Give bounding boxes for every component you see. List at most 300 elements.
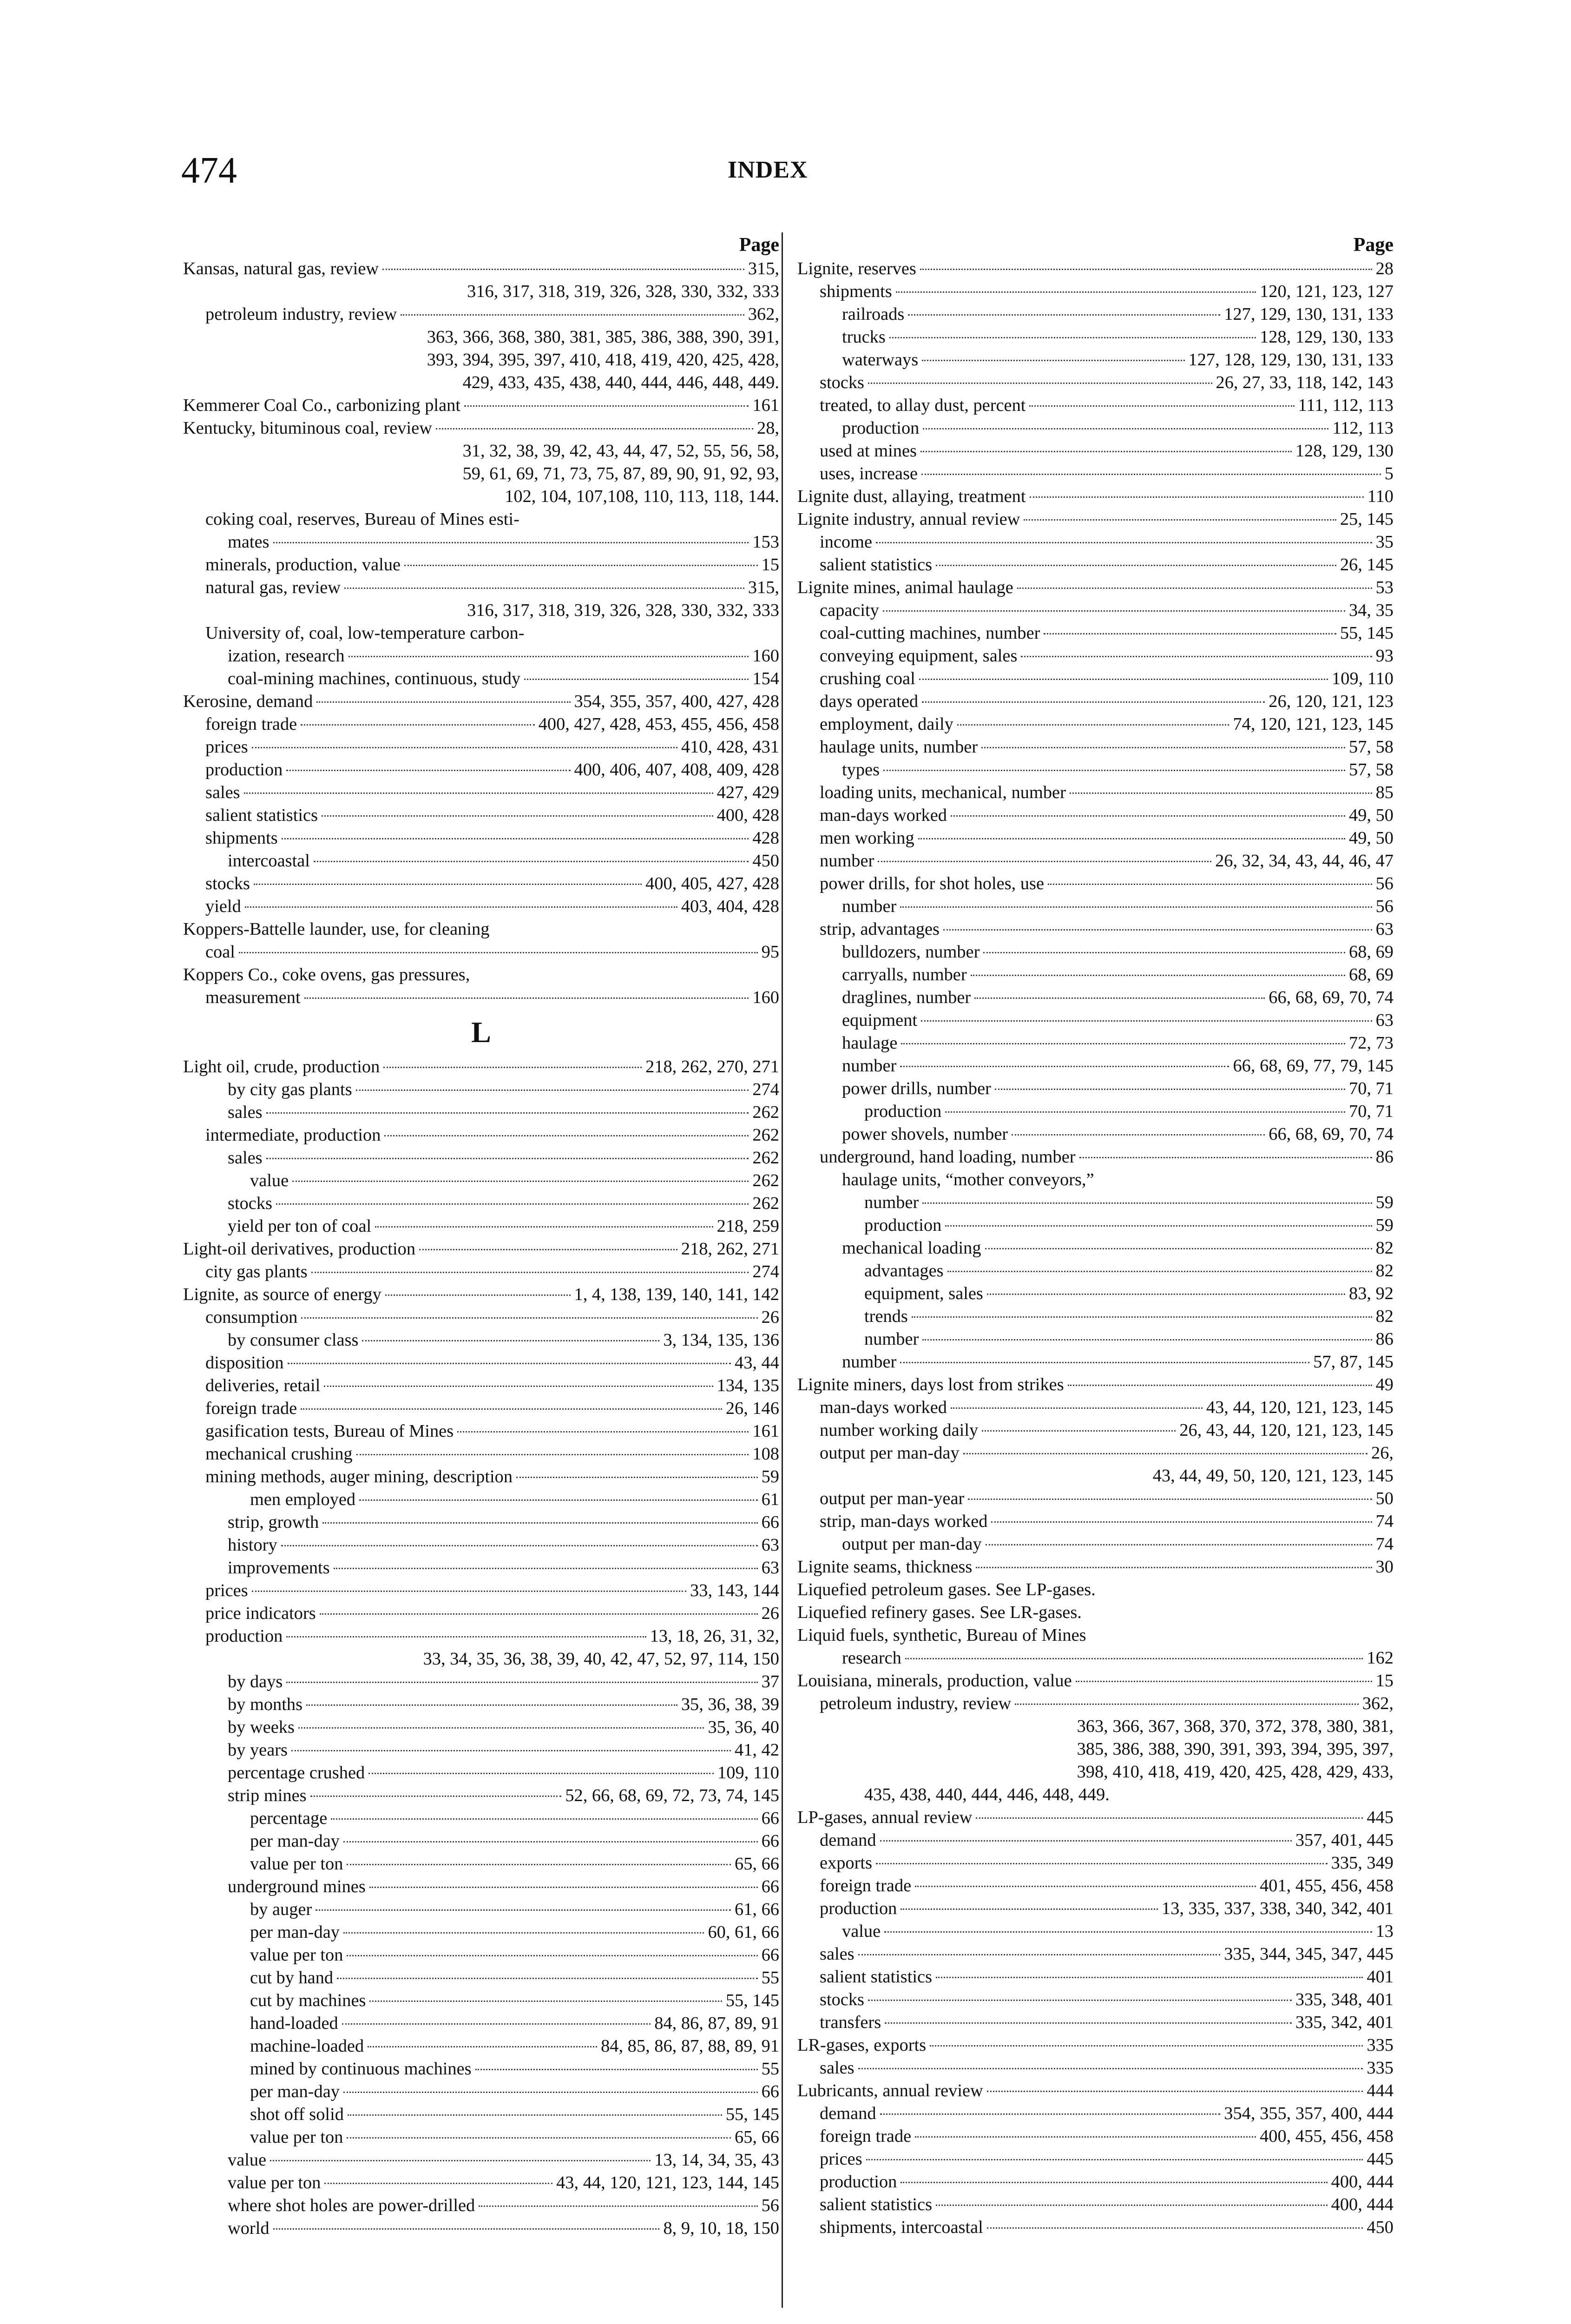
dot-leader xyxy=(266,1112,749,1114)
index-entry xyxy=(797,1282,1394,1305)
index-entry-label: number xyxy=(842,1056,897,1076)
index-entry xyxy=(183,827,779,850)
dot-leader xyxy=(922,360,1184,361)
index-entry xyxy=(183,554,779,576)
index-entry-label: sales xyxy=(820,1944,855,1964)
index-entry-label: strip, man-days worked xyxy=(820,1512,988,1531)
index-entry-pages: 66 xyxy=(761,1831,779,1851)
index-entry-pages: 120, 121, 123, 127 xyxy=(1260,282,1394,301)
index-entry-label: where shot holes are power-drilled xyxy=(228,2196,475,2215)
dot-leader xyxy=(276,1203,749,1205)
index-entry-pages: 84, 85, 86, 87, 88, 89, 91 xyxy=(601,2036,779,2056)
index-entry-pages: 52, 66, 68, 69, 72, 73, 74, 145 xyxy=(565,1786,779,1805)
dot-leader xyxy=(922,1202,1372,1204)
dot-leader xyxy=(347,1864,731,1865)
index-entry-label: measurement xyxy=(205,988,301,1007)
dot-leader xyxy=(922,701,1265,703)
index-entry-pages: 161 xyxy=(752,396,779,415)
index-entry xyxy=(183,1739,779,1762)
dot-leader xyxy=(291,1750,731,1751)
index-entry-pages: 60, 61, 66 xyxy=(708,1922,779,1942)
index-entry-pages: 450 xyxy=(752,851,779,871)
index-entry-label: Kemmerer Coal Co., carbonizing plant xyxy=(183,396,461,415)
dot-leader xyxy=(930,2045,1363,2047)
index-entry-pages: 134, 135 xyxy=(716,1376,779,1395)
dot-leader xyxy=(921,1020,1372,1022)
index-entry-label: natural gas, review xyxy=(205,578,341,597)
dot-leader xyxy=(286,770,570,771)
index-entry-label: mined by continuous machines xyxy=(250,2059,472,2079)
dot-leader xyxy=(384,1135,749,1136)
index-entry xyxy=(183,1602,779,1625)
index-entry-label: stocks xyxy=(228,1194,272,1213)
index-entry-label: hand-loaded xyxy=(250,2014,338,2033)
index-entry-pages: 109, 110 xyxy=(717,1763,779,1783)
dot-leader xyxy=(868,2000,1292,2001)
index-entry-pages: 63 xyxy=(1375,1010,1394,1030)
dot-leader xyxy=(923,428,1328,429)
dot-leader xyxy=(310,1796,562,1797)
column-divider xyxy=(782,232,783,2308)
index-entry-label: haulage units, “mother conveyors,” xyxy=(842,1170,1094,1189)
index-entry-label: value per ton xyxy=(228,2173,321,2192)
dot-leader xyxy=(986,1544,1372,1545)
index-continuation: 31, 32, 38, 39, 42, 43, 44, 47, 52, 55, 56, 58, xyxy=(462,441,779,461)
index-entry xyxy=(183,1147,779,1169)
index-entry xyxy=(183,2172,779,2194)
index-entry xyxy=(797,417,1394,440)
index-entry xyxy=(183,2194,779,2217)
section-letter: L xyxy=(471,1016,491,1049)
index-entry-pages: 26, 27, 33, 118, 142, 143 xyxy=(1216,373,1394,392)
index-entry xyxy=(797,1328,1394,1351)
index-entry xyxy=(797,2193,1394,2216)
index-continuation: 363, 366, 368, 380, 381, 385, 386, 388, 390, 391, xyxy=(427,327,779,347)
index-entry-label: prices xyxy=(205,737,248,757)
dot-leader xyxy=(858,1954,1221,1955)
index-entry-pages: 445 xyxy=(1367,2149,1394,2169)
index-entry xyxy=(183,1853,779,1875)
index-entry xyxy=(183,645,779,667)
index-entry-label: number xyxy=(864,1329,919,1349)
index-entry-label: carryalls, number xyxy=(842,965,967,984)
index-entry-pages: 400, 427, 428, 453, 455, 456, 458 xyxy=(538,714,779,734)
dot-leader xyxy=(292,1181,749,1182)
dot-leader xyxy=(356,1454,749,1455)
dot-leader xyxy=(479,2205,757,2207)
index-entry-label: by days xyxy=(228,1672,283,1691)
index-entry-pages: 57, 58 xyxy=(1349,760,1394,779)
index-entry xyxy=(183,1056,779,1078)
index-entry-label: mechanical loading xyxy=(842,1238,981,1258)
index-entry-pages: 70, 71 xyxy=(1349,1079,1394,1098)
index-entry-pages: 61 xyxy=(761,1490,779,1509)
index-entry xyxy=(797,1237,1394,1260)
index-entry-pages: 66, 68, 69, 70, 74 xyxy=(1269,988,1394,1007)
dot-leader xyxy=(334,1568,758,1569)
index-entry xyxy=(797,303,1394,326)
page-column-label: Page xyxy=(739,234,779,256)
dot-leader xyxy=(368,1773,714,1774)
running-head: INDEX xyxy=(728,157,808,183)
index-entry xyxy=(183,1420,779,1443)
index-entry-label: trends xyxy=(864,1307,908,1326)
index-entry xyxy=(797,599,1394,622)
index-entry-pages: 354, 355, 357, 400, 444 xyxy=(1224,2104,1394,2123)
dot-leader xyxy=(908,314,1220,316)
dot-leader xyxy=(968,1499,1372,1500)
index-entry-label: by weeks xyxy=(228,1717,295,1737)
index-entry xyxy=(797,667,1394,690)
dot-leader xyxy=(301,1317,757,1319)
index-entry-pages: 357, 401, 445 xyxy=(1295,1830,1394,1850)
index-continuation: 43, 44, 49, 50, 120, 121, 123, 145 xyxy=(1152,1466,1394,1486)
index-entry-pages: 72, 73 xyxy=(1349,1033,1394,1053)
dot-leader xyxy=(991,1521,1372,1523)
index-entry-label: transfers xyxy=(820,2013,881,2032)
index-entry-pages: 274 xyxy=(752,1080,779,1099)
index-entry-pages: 128, 129, 130, 133 xyxy=(1260,327,1394,347)
index-entry-pages: 1, 4, 138, 139, 140, 141, 142 xyxy=(574,1285,779,1304)
dot-leader xyxy=(419,1249,677,1250)
index-entry-pages: 160 xyxy=(752,646,779,666)
index-entry-pages: 400, 405, 427, 428 xyxy=(645,874,779,893)
index-entry-label: underground, hand loading, number xyxy=(820,1147,1076,1167)
dot-leader xyxy=(369,1887,758,1888)
index-entry-label: Kansas, natural gas, review xyxy=(183,259,379,278)
index-entry xyxy=(183,759,779,781)
index-entry-label: sales xyxy=(228,1148,263,1168)
index-entry-pages: 262 xyxy=(752,1148,779,1168)
index-entry xyxy=(797,964,1394,986)
index-entry-pages: 400, 444 xyxy=(1331,2172,1394,2192)
index-entry-pages: 218, 262, 270, 271 xyxy=(645,1057,779,1076)
index-entry xyxy=(797,1670,1394,1692)
index-entry-label: shipments xyxy=(205,828,278,848)
index-entry xyxy=(183,895,779,918)
index-entry xyxy=(797,2125,1394,2148)
index-entry-label: conveying equipment, sales xyxy=(820,646,1018,666)
index-entry-pages: 410, 428, 431 xyxy=(681,737,779,757)
index-entry-label: draglines, number xyxy=(842,988,971,1007)
index-entry-label: by city gas plants xyxy=(228,1080,352,1099)
index-entry-label: foreign trade xyxy=(820,1876,912,1895)
index-entry-label: stocks xyxy=(820,373,864,392)
index-entry-text xyxy=(797,1601,1394,1624)
index-entry-label: equipment xyxy=(842,1010,918,1030)
dot-leader xyxy=(457,1431,749,1433)
index-entry xyxy=(797,2148,1394,2171)
dot-leader xyxy=(945,1225,1372,1227)
index-entry xyxy=(797,986,1394,1009)
index-entry-pages: 112, 113 xyxy=(1332,418,1394,438)
index-entry-pages: 53 xyxy=(1375,578,1394,597)
index-entry-pages: 401 xyxy=(1367,1967,1394,1987)
index-entry-pages: 28 xyxy=(1375,259,1394,278)
index-entry xyxy=(183,1329,779,1352)
index-entry-label: Koppers-Battelle launder, use, for cleaning xyxy=(183,919,490,939)
dot-leader xyxy=(252,1591,686,1592)
index-entry-label: output per man-year xyxy=(820,1489,965,1508)
dot-leader xyxy=(1021,656,1372,657)
index-entry-label: Light oil, crude, production xyxy=(183,1057,380,1076)
index-entry-label: trucks xyxy=(842,327,886,347)
index-entry xyxy=(797,1852,1394,1875)
index-entry-label: Lignite seams, thickness xyxy=(797,1557,973,1577)
index-entry-pages: 37 xyxy=(761,1672,779,1691)
index-entry xyxy=(183,1169,779,1192)
dot-leader xyxy=(516,1477,758,1478)
index-entry-label: output per man-day xyxy=(842,1534,982,1554)
index-entry xyxy=(797,1419,1394,1442)
index-entry xyxy=(797,1988,1394,2011)
index-entry-label: production xyxy=(205,760,283,779)
dot-leader xyxy=(858,2068,1363,2069)
index-entry-text xyxy=(183,622,779,645)
index-entry xyxy=(183,531,779,554)
dot-leader xyxy=(314,861,749,862)
page-column-label: Page xyxy=(1353,234,1394,256)
index-entry-label: Kerosine, demand xyxy=(183,692,313,711)
index-entry-label: Koppers Co., coke ovens, gas pressures, xyxy=(183,965,470,984)
index-entry xyxy=(797,2080,1394,2102)
index-entry-label: Lignite, as source of energy xyxy=(183,1285,381,1304)
index-entry-label: strip, advantages xyxy=(820,919,940,939)
index-entry xyxy=(797,508,1394,531)
index-entry xyxy=(183,1716,779,1739)
dot-leader xyxy=(383,1067,642,1068)
index-entry xyxy=(797,759,1394,781)
index-entry-pages: 400, 406, 407, 408, 409, 428 xyxy=(574,760,779,779)
index-entry-pages: 66 xyxy=(761,1512,779,1532)
index-entry-label: history xyxy=(228,1535,277,1555)
dot-leader xyxy=(921,474,1381,475)
dot-leader xyxy=(947,1271,1372,1272)
dot-leader xyxy=(880,1840,1292,1842)
index-entry-pages: 400, 444 xyxy=(1331,2195,1394,2214)
dot-leader xyxy=(866,2159,1363,2160)
index-entry-label: Lignite mines, animal haulage xyxy=(797,578,1013,597)
index-entry-label: world xyxy=(228,2218,270,2238)
index-entry xyxy=(183,417,779,440)
index-entry-label: production xyxy=(820,1899,897,1918)
index-entry-label: railroads xyxy=(842,304,905,324)
index-entry-label: number xyxy=(820,851,874,871)
dot-leader xyxy=(995,1089,1345,1090)
index-entry xyxy=(797,1647,1394,1670)
index-entry-label: bulldozers, number xyxy=(842,942,980,962)
dot-leader xyxy=(896,291,1256,293)
index-entry-pages: 160 xyxy=(752,988,779,1007)
index-entry-pages: 65, 66 xyxy=(735,1854,779,1874)
index-entry-label: strip, growth xyxy=(228,1512,319,1532)
index-entry-label: mechanical crushing xyxy=(205,1444,353,1464)
dot-leader xyxy=(905,1658,1363,1659)
index-entry-pages: 315, xyxy=(748,259,779,278)
index-entry-pages: 262 xyxy=(752,1194,779,1213)
dot-leader xyxy=(982,1430,1176,1432)
index-entry-pages: 55, 145 xyxy=(725,1991,779,2010)
index-entry-label: improvements xyxy=(228,1558,330,1578)
dot-leader xyxy=(245,906,677,908)
index-entry-label: salient statistics xyxy=(205,805,318,825)
index-entry xyxy=(797,736,1394,759)
dot-leader xyxy=(883,610,1345,612)
index-entry xyxy=(797,1829,1394,1852)
dot-leader xyxy=(900,1066,1229,1067)
index-entry-pages: 354, 355, 357, 400, 427, 428 xyxy=(574,692,779,711)
dot-leader xyxy=(876,1863,1328,1864)
index-entry-label: advantages xyxy=(864,1261,944,1281)
index-entry-pages: 59 xyxy=(761,1467,779,1486)
index-entry-pages: 35, 36, 38, 39 xyxy=(681,1695,779,1714)
index-entry xyxy=(797,1920,1394,1943)
index-entry-label: value xyxy=(228,2150,267,2170)
index-entry xyxy=(797,645,1394,667)
index-entry xyxy=(797,1692,1394,1715)
index-entry-label: haulage units, number xyxy=(820,737,978,757)
index-entry-label: Lignite, reserves xyxy=(797,259,916,278)
index-entry-pages: 66, 68, 69, 70, 74 xyxy=(1269,1124,1394,1144)
index-entry xyxy=(797,850,1394,872)
index-entry xyxy=(797,2102,1394,2125)
index-entry-pages: 218, 262, 271 xyxy=(681,1239,779,1259)
index-entry-label: man-days worked xyxy=(820,1398,947,1417)
index-entry-label: deliveries, retail xyxy=(205,1376,321,1395)
index-entry-label: days operated xyxy=(820,692,919,711)
index-entry-label: city gas plants xyxy=(205,1262,308,1281)
dot-leader xyxy=(254,884,642,885)
dot-leader xyxy=(901,1908,1158,1910)
dot-leader xyxy=(885,2022,1292,2024)
index-entry-pages: 108 xyxy=(752,1444,779,1464)
index-entry-label: demand xyxy=(820,2104,876,2123)
index-entry-pages: 335 xyxy=(1367,2058,1394,2078)
index-entry-pages: 74, 120, 121, 123, 145 xyxy=(1233,714,1394,734)
index-entry-label: yield per ton of coal xyxy=(228,1216,372,1236)
index-continuation: 398, 410, 418, 419, 420, 425, 428, 429, 433, xyxy=(1077,1762,1394,1782)
index-entry-label: coal-cutting machines, number xyxy=(820,623,1040,643)
index-entry xyxy=(797,1510,1394,1533)
index-entry xyxy=(183,2149,779,2172)
dot-leader xyxy=(401,314,744,316)
index-entry xyxy=(183,1352,779,1374)
index-entry-pages: 403, 404, 428 xyxy=(681,897,779,916)
dot-leader xyxy=(971,975,1345,976)
index-entry-pages: 56 xyxy=(761,2196,779,2215)
index-entry xyxy=(797,531,1394,554)
index-entry-pages: 5 xyxy=(1384,464,1394,483)
index-entry-label: cut by hand xyxy=(250,1968,334,1987)
index-entry-pages: 26, 120, 121, 123 xyxy=(1269,692,1394,711)
index-entry-label: LP-gases, annual review xyxy=(797,1808,973,1827)
index-entry xyxy=(183,257,779,280)
index-entry xyxy=(797,713,1394,736)
dot-leader xyxy=(524,679,749,680)
index-entry xyxy=(183,781,779,804)
index-entry-pages: 161 xyxy=(752,1421,779,1441)
dot-leader xyxy=(344,588,744,589)
index-entry-pages: 55 xyxy=(761,2059,779,2079)
index-entry xyxy=(797,781,1394,804)
index-entry-pages: 49, 50 xyxy=(1349,805,1394,825)
index-entry-pages: 162 xyxy=(1367,1648,1394,1668)
dot-leader xyxy=(1029,405,1294,407)
index-entry-pages: 63 xyxy=(1375,919,1394,939)
dot-leader xyxy=(270,2160,651,2161)
index-entry xyxy=(183,2080,779,2103)
index-entry-pages: 13 xyxy=(1375,1921,1394,1941)
index-entry xyxy=(797,326,1394,349)
dot-leader xyxy=(385,1294,571,1296)
index-entry-label: Lignite industry, annual review xyxy=(797,509,1020,529)
index-continuation: 316, 317, 318, 319, 326, 328, 330, 332, 333 xyxy=(467,601,779,620)
index-entry xyxy=(797,918,1394,941)
index-entry xyxy=(183,1670,779,1693)
index-entry-label: disposition xyxy=(205,1353,284,1373)
index-entry xyxy=(183,736,779,759)
index-entry-pages: 55, 145 xyxy=(1340,623,1394,643)
index-entry xyxy=(797,872,1394,895)
dot-leader xyxy=(880,2113,1221,2115)
index-entry-text xyxy=(797,1578,1394,1601)
index-entry xyxy=(183,1397,779,1420)
index-entry xyxy=(183,2103,779,2126)
index-entry xyxy=(183,1807,779,1830)
dot-leader xyxy=(1068,1385,1372,1386)
index-entry-label: Lignite miners, days lost from strikes xyxy=(797,1375,1064,1394)
dot-leader xyxy=(347,2137,731,2139)
index-entry-pages: 63 xyxy=(761,1535,779,1555)
index-entry-pages: 26, xyxy=(1371,1443,1394,1463)
dot-leader xyxy=(382,269,744,270)
index-entry xyxy=(797,1009,1394,1032)
index-continuation: 385, 386, 388, 390, 391, 393, 394, 395, 397, xyxy=(1077,1739,1394,1759)
index-entry xyxy=(797,1055,1394,1077)
index-entry-label: waterways xyxy=(842,350,919,370)
index-entry-label: University of, coal, low-temperature carbon- xyxy=(205,623,525,643)
index-entry-label: output per man-day xyxy=(820,1443,960,1463)
index-entry-pages: 43, 44, 120, 121, 123, 144, 145 xyxy=(556,2173,779,2192)
index-entry xyxy=(183,1192,779,1215)
index-entry-label: per man-day xyxy=(250,1831,340,1851)
dot-leader xyxy=(901,1043,1345,1044)
dot-leader xyxy=(976,1817,1363,1819)
dot-leader xyxy=(286,1682,757,1683)
index-entry xyxy=(183,1625,779,1648)
dot-leader xyxy=(464,405,749,407)
index-entry-pages: 110 xyxy=(1367,487,1394,506)
index-entry-pages: 56 xyxy=(1375,897,1394,916)
dot-leader xyxy=(1017,588,1372,589)
index-entry xyxy=(183,1875,779,1898)
index-entry xyxy=(183,1579,779,1602)
index-entry-label: treated, to allay dust, percent xyxy=(820,396,1026,415)
index-entry-label: Lignite dust, allaying, treatment xyxy=(797,487,1026,506)
dot-leader xyxy=(915,2136,1256,2138)
dot-leader xyxy=(306,1704,677,1706)
index-entry-pages: 13, 18, 26, 31, 32, xyxy=(650,1626,779,1646)
dot-leader xyxy=(322,1522,757,1524)
index-entry xyxy=(797,1032,1394,1055)
index-entry xyxy=(183,1238,779,1261)
index-entry-label: value xyxy=(250,1171,289,1190)
index-entry-label: production xyxy=(864,1215,942,1235)
dot-leader xyxy=(951,815,1345,817)
index-entry xyxy=(183,1101,779,1124)
dot-leader xyxy=(945,1111,1345,1113)
index-entry xyxy=(797,2057,1394,2080)
